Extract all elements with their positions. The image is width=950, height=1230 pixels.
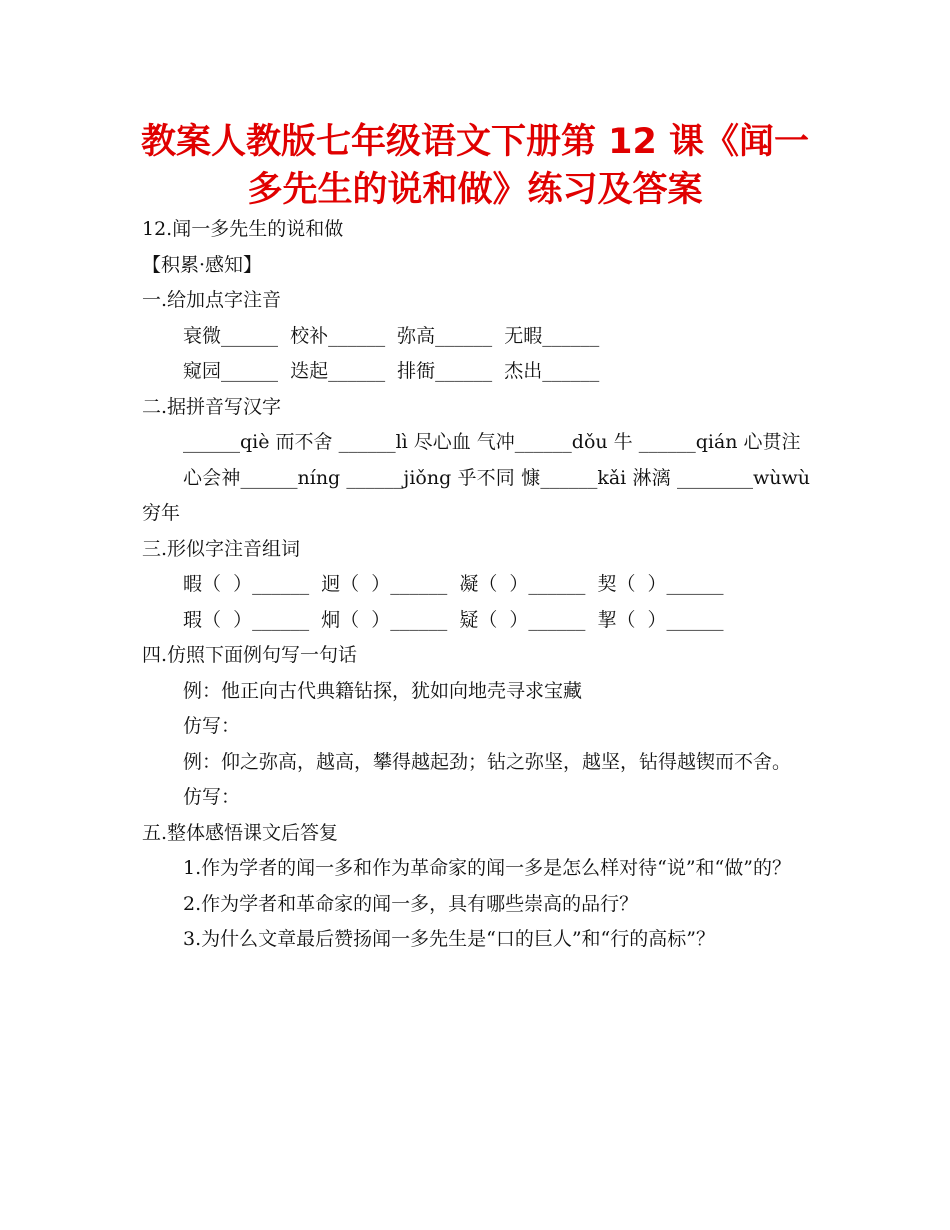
q4-example-2: 例：仰之弥高，越高，攀得越起劲；钻之弥坚，越坚，钻得越锲而不舍。: [183, 750, 792, 773]
q4-imitate-2: 仿写：: [183, 786, 241, 808]
q4-heading: 四.仿照下面例句写一句话: [142, 644, 358, 666]
title-line-1: 教案人教版七年级语文下册第 12 课《闻一: [140, 122, 810, 162]
q3-row-1: 暇（ ）______ 迥（ ）______ 凝（ ）______ 契（ ）______: [183, 573, 724, 595]
q2-paragraph-1: ______qiè 而不舍 ______lì 尽心血 气冲______dǒu 牛 ______qián 心贯注: [183, 431, 801, 453]
q5-heading: 五.整体感悟课文后答复: [142, 821, 339, 844]
q2-paragraph-2: 心会神______níng ______jiǒng 乎不同 慷______kǎi 淋漓 ________wùwù 穷年: [142, 466, 810, 524]
q3-row-2: 瑕（ ）______ 炯（ ）______ 疑（ ）______ 挈（ ）______: [183, 608, 724, 631]
q5-item-3: 3.为什么文章最后赞扬闻一多先生是“口的巨人”和“行的高标”？: [183, 928, 715, 950]
q5-item-1: 1.作为学者的闻一多和作为革命家的闻一多是怎么样对待“说”和“做”的？: [183, 857, 791, 879]
q1-row-1: 衰微______ 校补______ 弥高______ 无暇______: [183, 324, 600, 347]
q1-row-2: 窥园______ 迭起______ 排衙______ 杰出______: [183, 360, 600, 382]
q3-heading: 三.形似字注音组词: [142, 537, 301, 560]
lesson-heading: 12.闻一多先生的说和做: [142, 218, 344, 240]
document-body: [142, 212, 810, 958]
q5-item-2: 2.作为学者和革命家的闻一多，具有哪些崇高的品行？: [183, 892, 639, 915]
document-title: [60, 118, 890, 214]
q4-imitate-1: 仿写：: [183, 715, 241, 737]
section-tag: 【积累·感知】: [142, 253, 263, 276]
title-line-2: 多先生的说和做》练习及答案: [247, 170, 703, 210]
q4-example-1: 例：他正向古代典籍钻探，犹如向地壳寻求宝藏: [183, 679, 583, 702]
q1-heading: 一.给加点字注音: [142, 289, 282, 311]
q2-heading: 二.据拼音写汉字: [142, 395, 282, 418]
